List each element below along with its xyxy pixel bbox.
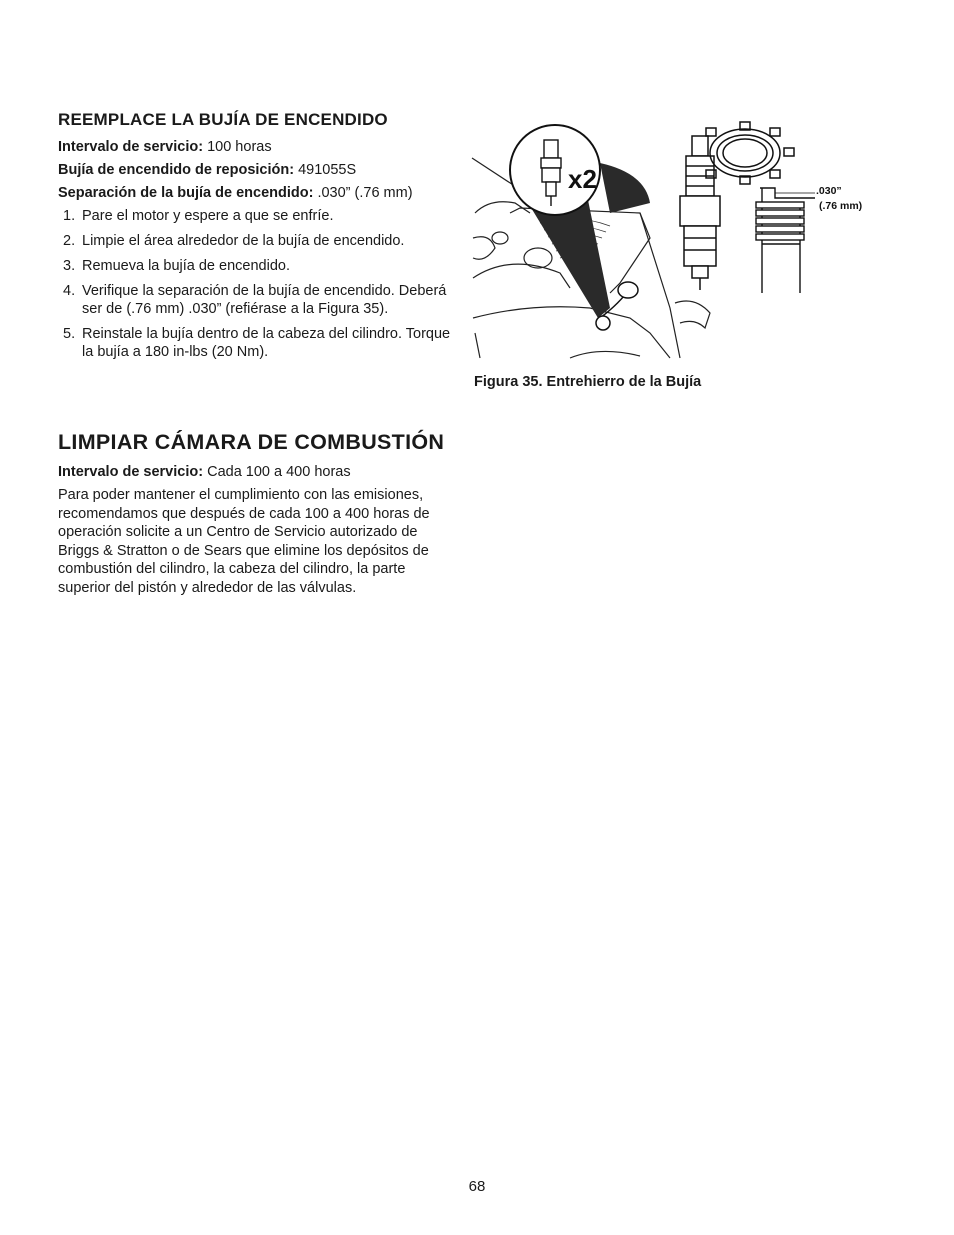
list-item: 2. Limpie el área alrededor de la bujía de encendido. <box>63 233 405 249</box>
large-spark-plug-icon <box>680 136 720 290</box>
list-item: 4. Verifique la separación de la bujía de encendido. Deberá ser de (.76 mm) .030” (refiérase a la Figura 35). <box>63 283 447 317</box>
steps-list <box>58 207 458 361</box>
spark-plug-illustration <box>470 118 870 363</box>
spec-replacement-plug: Bujía de encendido de reposición: 491055S <box>58 162 357 178</box>
spark-plug-figure <box>470 118 870 363</box>
gap-inch-label: .030” <box>816 185 842 197</box>
gap-gauge-icon <box>706 122 794 184</box>
spec-plug-gap: Separación de la bujía de encendido: .030” (.76 mm) <box>58 185 413 201</box>
combustion-chamber-section <box>58 430 458 597</box>
section-heading-spark-plug: REEMPLACE LA BUJÍA DE ENCENDIDO <box>58 110 388 129</box>
list-item: 3. Remueva la bujía de encendido. <box>63 258 290 274</box>
figure-caption: Figura 35. Entrehierro de la Bujía <box>474 374 702 390</box>
section-heading-combustion: LIMPIAR CÁMARA DE COMBUSTIÓN <box>58 430 445 454</box>
quantity-badge: x2 <box>568 164 597 194</box>
list-item: 5. Reinstale la bujía dentro de la cabeza del cilindro. Torque la bujía a 180 in-lbs (20 Nm). <box>63 326 451 360</box>
gap-mm-label: (.76 mm) <box>819 200 863 212</box>
body-paragraph: Para poder mantener el cumplimiento con las emisiones, recomendamos que después de cada 100 a 400 horas de operación solicite a un Centro de Servicio autorizado de Briggs & Stratton o de Sears que elimine los depósitos de combustión del cilindro, la cabeza del cilindro, la parte superior del pistón y alrededor de las válvulas. <box>58 487 430 596</box>
electrode-gap-detail <box>756 188 815 293</box>
list-item: 1. Pare el motor y espere a que se enfríe. <box>63 208 334 224</box>
spec-service-interval-2: Intervalo de servicio: Cada 100 a 400 horas <box>58 464 351 480</box>
page-number: 68 <box>468 1178 486 1195</box>
leader-wedge <box>530 200 610 318</box>
leader-wedge-top <box>600 163 650 213</box>
spec-service-interval: Intervalo de servicio: 100 horas <box>58 139 272 155</box>
spark-plug-section <box>58 110 458 368</box>
